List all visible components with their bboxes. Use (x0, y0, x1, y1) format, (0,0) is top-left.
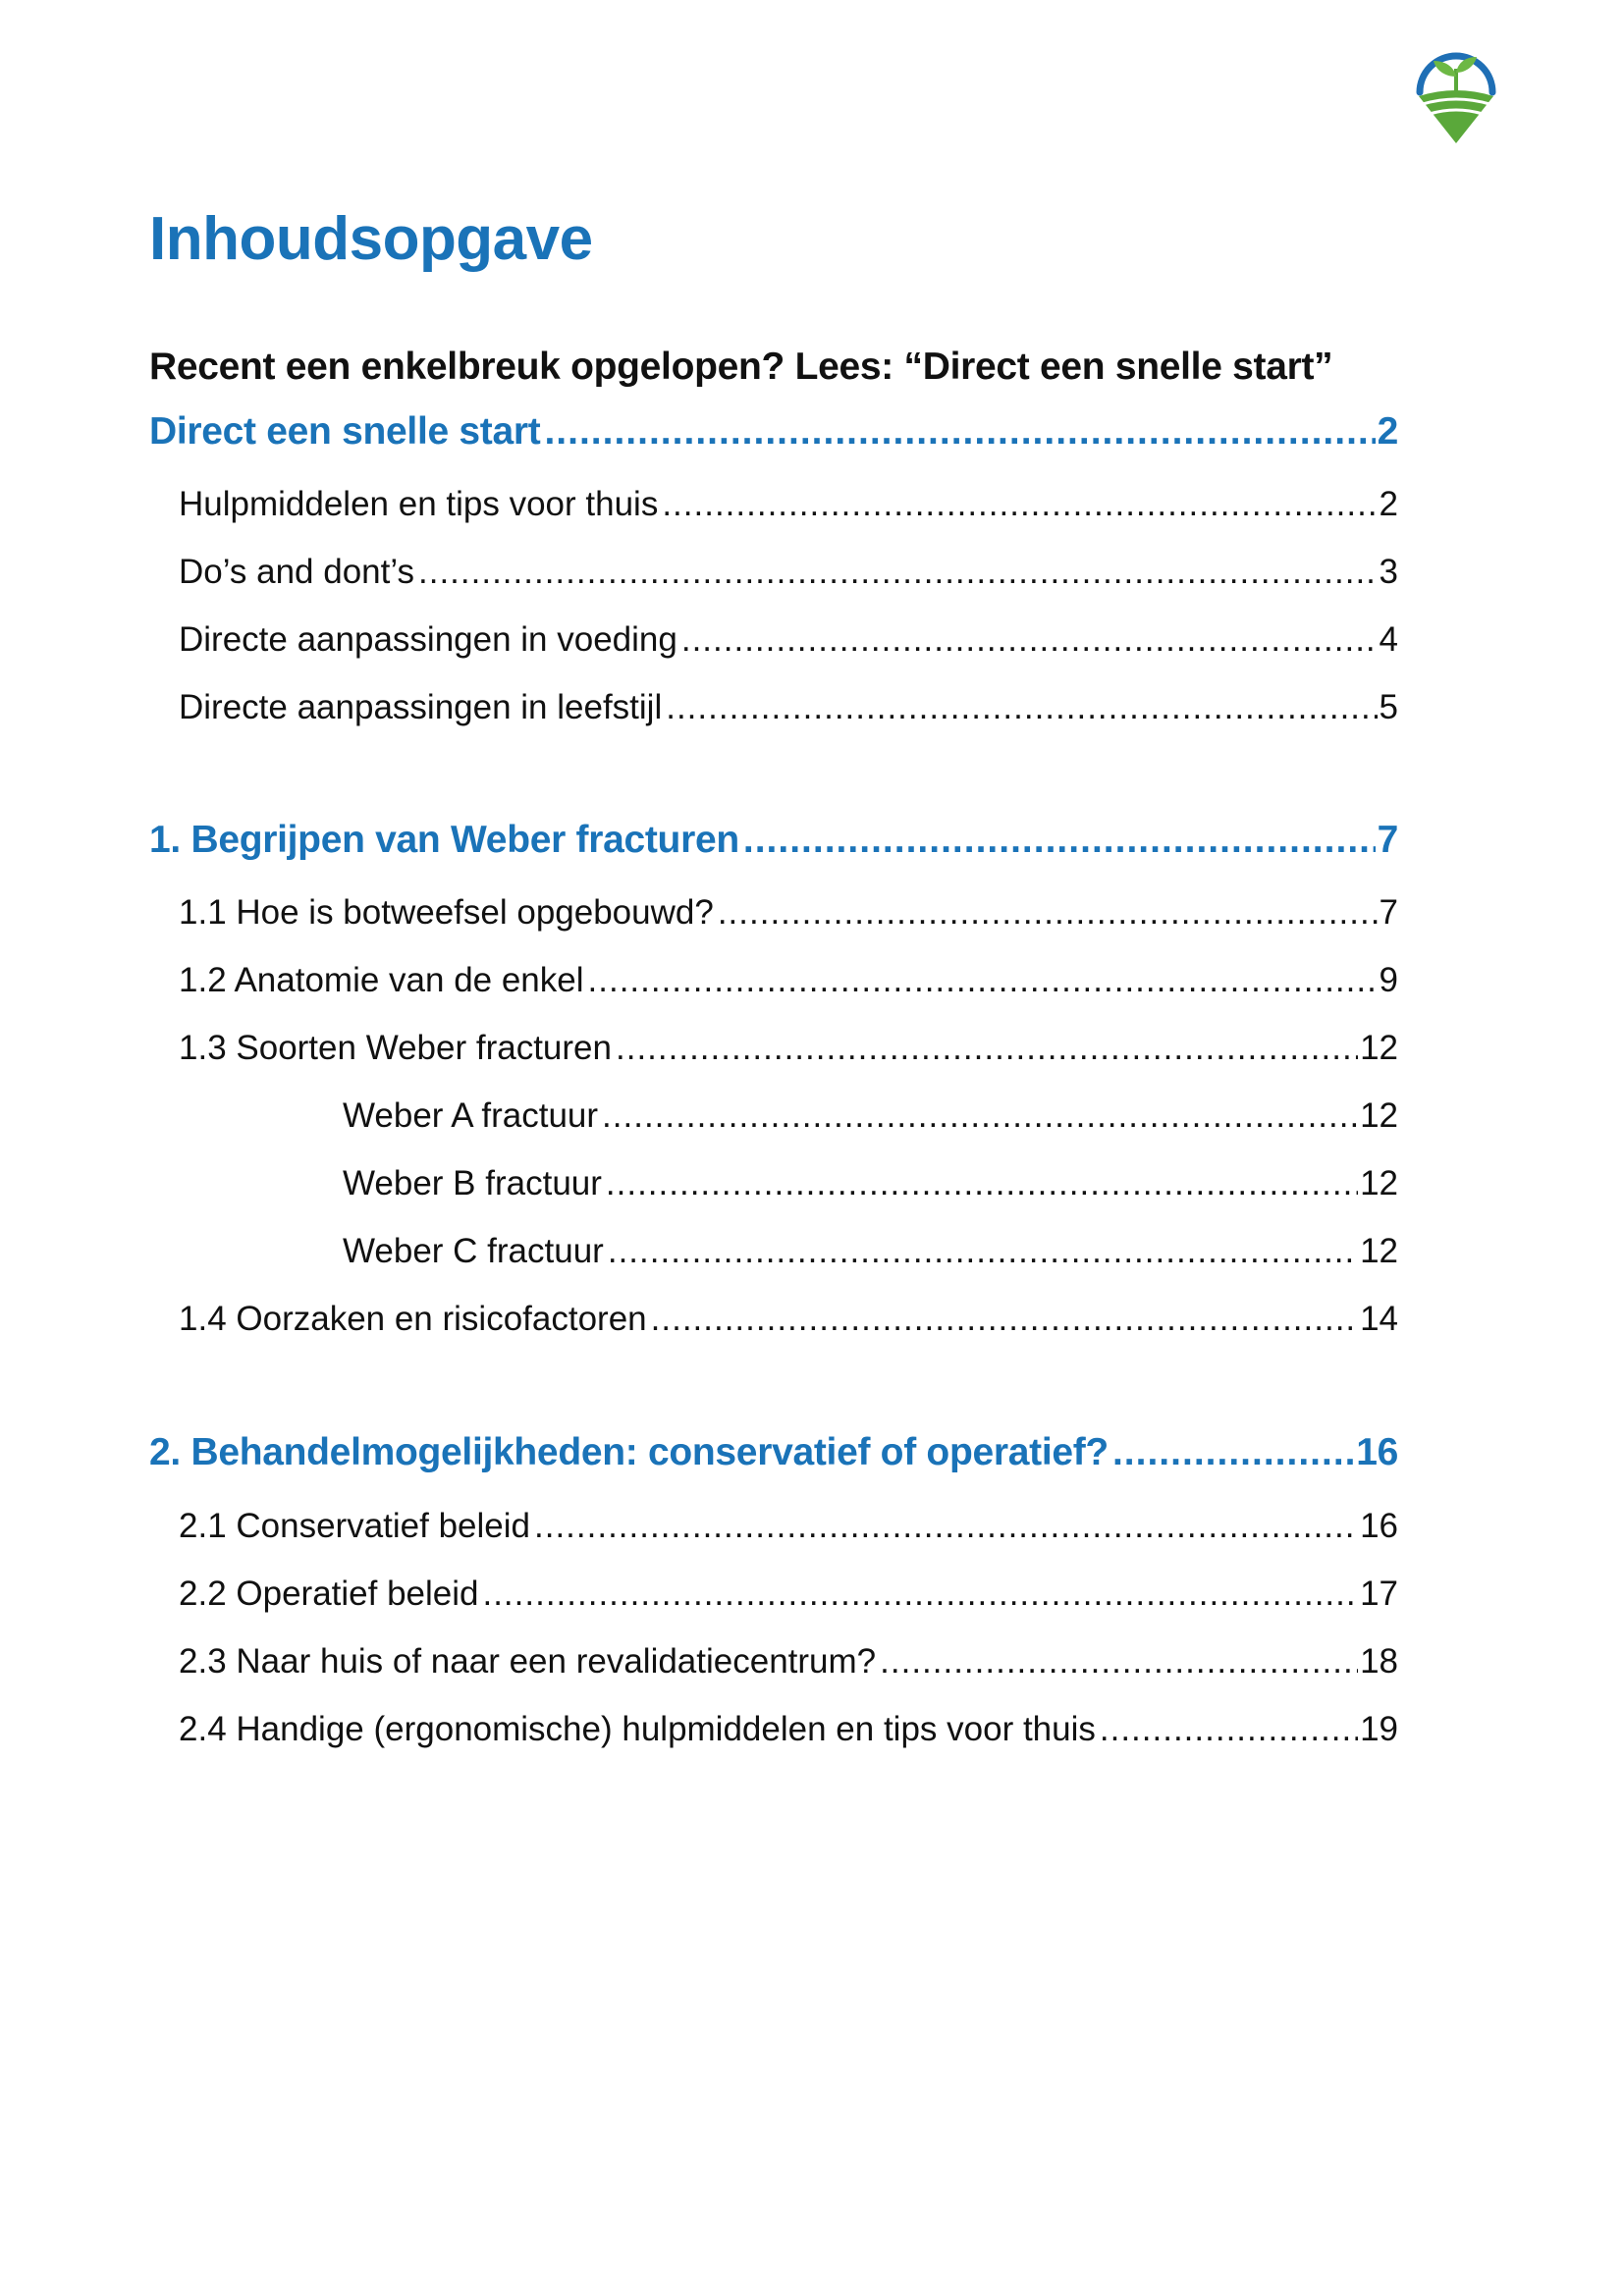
dot-leader (1100, 1710, 1358, 1749)
dot-leader (534, 1507, 1358, 1546)
sprout-field-logo-icon (1410, 47, 1502, 145)
dot-leader (616, 1029, 1358, 1068)
dot-leader (608, 1232, 1358, 1271)
toc-page-number: 2 (1379, 485, 1398, 523)
page-title: Inhoudsopgave (149, 205, 593, 273)
toc-page-number: 12 (1360, 1164, 1398, 1202)
dot-leader (482, 1575, 1358, 1614)
toc-entry[interactable] (179, 485, 1398, 524)
toc-page-number: 14 (1360, 1300, 1398, 1338)
toc-entry-label: 1.4 Oorzaken en risicofactoren (179, 1300, 647, 1338)
toc-entry-label: 1. Begrijpen van Weber fracturen (149, 819, 739, 861)
toc-page-number: 17 (1360, 1575, 1398, 1613)
toc-entry-label: Directe aanpassingen in leefstijl (179, 688, 663, 726)
toc-page-number: 7 (1379, 893, 1398, 932)
dot-leader (880, 1642, 1358, 1682)
toc-page-number: 7 (1377, 819, 1398, 861)
intro-heading: Recent een enkelbreuk opgelopen? Lees: “Direct een snelle start” (149, 346, 1333, 388)
toc-entry-label: 1.3 Soorten Weber fracturen (179, 1029, 612, 1067)
toc-entry[interactable] (179, 893, 1398, 933)
toc-entry[interactable] (179, 553, 1398, 592)
toc-entry-label: 2.3 Naar huis of naar een revalidatiecentrum? (179, 1642, 877, 1681)
toc-entry-label: 1.2 Anatomie van de enkel (179, 961, 584, 999)
toc-entry[interactable] (179, 1507, 1398, 1546)
toc-page-number: 4 (1379, 620, 1398, 659)
toc-entry-label: Hulpmiddelen en tips voor thuis (179, 485, 659, 523)
toc-entry[interactable] (179, 1710, 1398, 1749)
toc-page-number: 9 (1379, 961, 1398, 999)
toc-entry-label: Direct een snelle start (149, 410, 541, 453)
toc-page-number: 12 (1360, 1029, 1398, 1067)
toc-entry[interactable] (179, 1300, 1398, 1339)
toc-entry-label: 2. Behandelmogelijkheden: conservatief of operatief? (149, 1431, 1109, 1473)
toc-entry-label: Weber C fractuur (343, 1232, 604, 1270)
toc-entry[interactable] (149, 410, 1398, 454)
dot-leader (1112, 1431, 1354, 1474)
toc-entry[interactable] (179, 1642, 1398, 1682)
toc-page-number: 5 (1379, 688, 1398, 726)
toc-page-number: 19 (1360, 1710, 1398, 1748)
dot-leader (681, 620, 1378, 660)
toc-entry[interactable] (149, 1431, 1398, 1474)
toc-entry-label: 2.1 Conservatief beleid (179, 1507, 530, 1545)
dot-leader (651, 1300, 1358, 1339)
toc-page-number: 18 (1360, 1642, 1398, 1681)
toc-entry[interactable] (149, 819, 1398, 862)
toc-entry[interactable] (179, 1029, 1398, 1068)
dot-leader (606, 1164, 1358, 1203)
dot-leader (588, 961, 1378, 1000)
toc-page-number: 2 (1377, 410, 1398, 453)
dot-leader (418, 553, 1378, 592)
toc-entry-label: 2.2 Operatief beleid (179, 1575, 479, 1613)
dot-leader (718, 893, 1378, 933)
toc-entry-label: 2.4 Handige (ergonomische) hulpmiddelen en tips voor thuis (179, 1710, 1096, 1748)
toc-entry-label: Do’s and dont’s (179, 553, 414, 591)
toc-entry[interactable] (343, 1232, 1398, 1271)
toc-page-number: 12 (1360, 1096, 1398, 1135)
toc-entry[interactable] (179, 688, 1398, 727)
toc-page-number: 12 (1360, 1232, 1398, 1270)
dot-leader (666, 688, 1377, 727)
dot-leader (544, 410, 1375, 454)
toc-entry-label: 1.1 Hoe is botweefsel opgebouwd? (179, 893, 714, 932)
toc-entry-label: Weber B fractuur (343, 1164, 602, 1202)
toc-page-number: 16 (1360, 1507, 1398, 1545)
toc-entry[interactable] (343, 1164, 1398, 1203)
dot-leader (602, 1096, 1358, 1136)
toc-entry[interactable] (179, 961, 1398, 1000)
toc-entry-label: Weber A fractuur (343, 1096, 599, 1135)
toc-entry[interactable] (343, 1096, 1398, 1136)
toc-entry[interactable] (179, 1575, 1398, 1614)
toc-entry[interactable] (179, 620, 1398, 660)
toc-page-number: 16 (1356, 1431, 1398, 1473)
toc-page-number: 3 (1379, 553, 1398, 591)
dot-leader (662, 485, 1377, 524)
dot-leader (743, 819, 1376, 862)
toc-entry-label: Directe aanpassingen in voeding (179, 620, 677, 659)
